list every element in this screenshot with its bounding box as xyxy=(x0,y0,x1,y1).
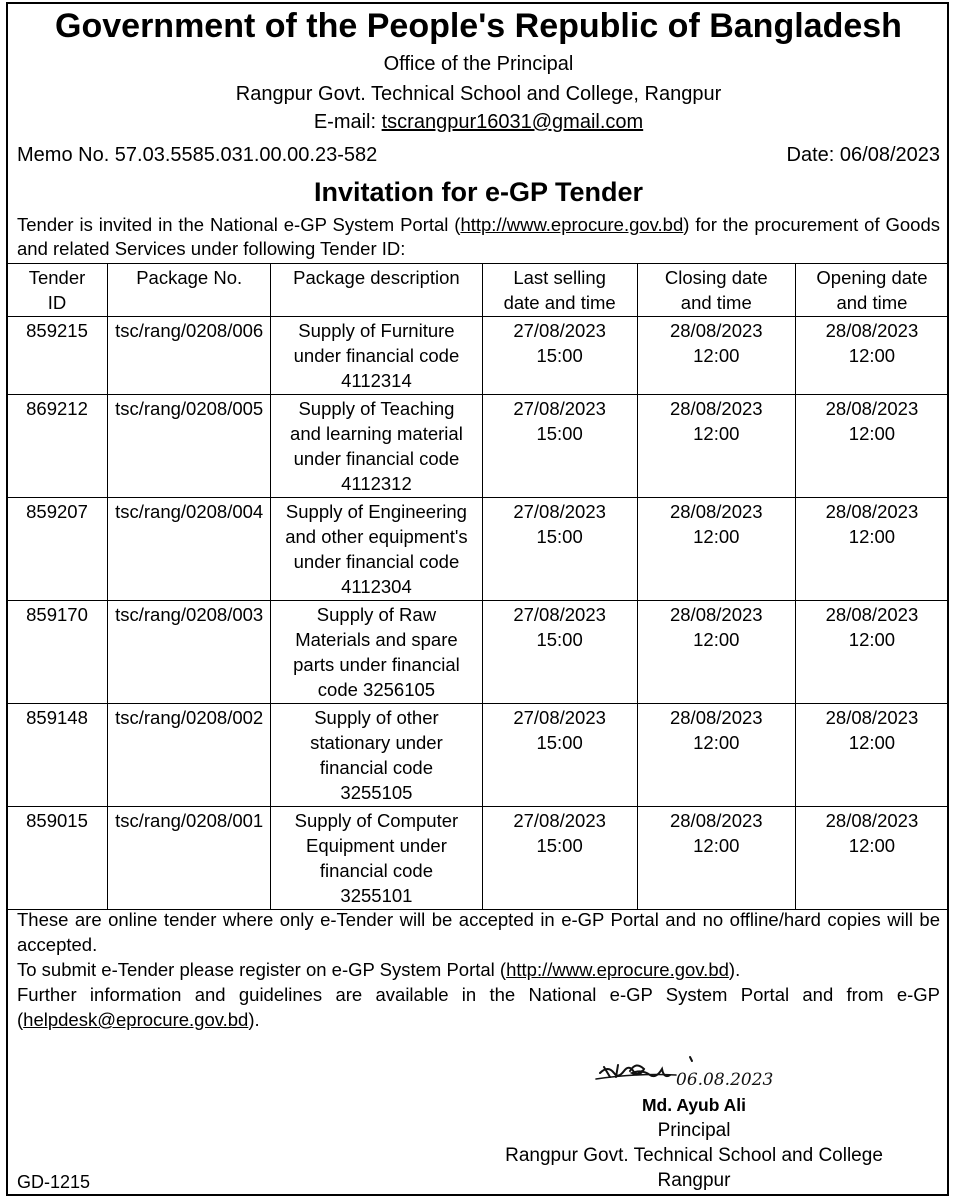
tender-id-cell: 859215 xyxy=(7,317,108,395)
header-opening: Opening date and time xyxy=(795,264,948,317)
email-link[interactable]: tscrangpur16031@gmail.com xyxy=(381,111,644,133)
tender-id-cell: 869212 xyxy=(7,395,108,498)
description-cell: Supply of Engineering and other equipment's under financial code 4112304 xyxy=(271,498,482,601)
email-label: E-mail: xyxy=(313,111,382,133)
handwritten-signature xyxy=(590,1045,810,1095)
header-last-selling: Last selling date and time xyxy=(482,264,637,317)
opening-cell: 28/08/2023 12:00 xyxy=(795,704,948,807)
last-selling-cell: 27/08/2023 15:00 xyxy=(482,807,637,910)
memo-date: Date: 06/08/2023 xyxy=(786,144,940,166)
notice-heading: Invitation for e-GP Tender xyxy=(313,177,644,207)
closing-cell: 28/08/2023 12:00 xyxy=(637,317,795,395)
tender-id-cell: 859170 xyxy=(7,601,108,704)
intro-text-before: Tender is invited in the National e-GP System Portal ( xyxy=(17,214,461,235)
last-selling-cell: 27/08/2023 15:00 xyxy=(482,395,637,498)
table-row xyxy=(7,498,949,601)
signature-date: 06.08.2023 xyxy=(676,1070,774,1090)
package-no-cell: tsc/rang/0208/001 xyxy=(108,807,271,910)
description-cell: Supply of Computer Equipment under financial code 3255101 xyxy=(271,807,482,910)
intro-text-after: ) for the procurement of Goods and related Services under following Tender ID: xyxy=(17,214,940,259)
opening-cell: 28/08/2023 12:00 xyxy=(795,317,948,395)
note-online-tender: These are online tender where only e-Tender will be accepted in e-GP Portal and no offline/hard copies will be accepted. xyxy=(17,909,940,955)
table-row xyxy=(7,704,949,807)
opening-cell: 28/08/2023 12:00 xyxy=(795,395,948,498)
closing-cell: 28/08/2023 12:00 xyxy=(637,807,795,910)
opening-cell: 28/08/2023 12:00 xyxy=(795,807,948,910)
tender-id-cell: 859015 xyxy=(7,807,108,910)
package-no-cell: tsc/rang/0208/002 xyxy=(108,704,271,807)
tender-table xyxy=(6,263,949,910)
closing-cell: 28/08/2023 12:00 xyxy=(637,498,795,601)
office-line: Office of the Principal xyxy=(383,53,574,75)
last-selling-cell: 27/08/2023 15:00 xyxy=(482,704,637,807)
closing-cell: 28/08/2023 12:00 xyxy=(637,395,795,498)
note-register: To submit e-Tender please register on e-GP System Portal (http://www.eprocure.gov.bd). xyxy=(17,959,741,980)
last-selling-cell: 27/08/2023 15:00 xyxy=(482,601,637,704)
eprocure-link[interactable]: http://www.eprocure.gov.bd xyxy=(460,214,684,235)
description-cell: Supply of Teaching and learning material under financial code 4112312 xyxy=(271,395,482,498)
opening-cell: 28/08/2023 12:00 xyxy=(795,601,948,704)
register-link[interactable]: http://www.eprocure.gov.bd xyxy=(506,959,729,980)
table-header-row xyxy=(7,264,949,317)
note-further-info: Further information and guidelines are available in the National e-GP System Portal and from e-GP (helpdesk@eprocure.gov.bd). xyxy=(17,984,940,1030)
institution-line: Rangpur Govt. Technical School and College, Rangpur xyxy=(235,83,722,105)
package-no-cell: tsc/rang/0208/006 xyxy=(108,317,271,395)
description-cell: Supply of Raw Materials and spare parts under financial code 3256105 xyxy=(271,601,482,704)
government-title: Government of the People's Republic of Bangladesh xyxy=(55,7,902,45)
intro-paragraph xyxy=(17,213,940,261)
table-row xyxy=(7,395,949,498)
notes-section xyxy=(17,907,940,1032)
closing-cell: 28/08/2023 12:00 xyxy=(637,704,795,807)
tender-id-cell: 859207 xyxy=(7,498,108,601)
gd-code: GD-1215 xyxy=(17,1172,91,1192)
table-row xyxy=(7,807,949,910)
signatory-block xyxy=(500,1093,888,1193)
last-selling-cell: 27/08/2023 15:00 xyxy=(482,317,637,395)
header-package-no: Package No. xyxy=(108,264,271,317)
description-cell: Supply of Furniture under financial code 4112314 xyxy=(271,317,482,395)
memo-number: Memo No. 57.03.5585.031.00.00.23-582 xyxy=(17,144,378,166)
signatory-name: Md. Ayub Ali xyxy=(641,1095,747,1115)
description-cell: Supply of other stationary under financial code 3255105 xyxy=(271,704,482,807)
closing-cell: 28/08/2023 12:00 xyxy=(637,601,795,704)
helpdesk-email-link[interactable]: helpdesk@eprocure.gov.bd xyxy=(23,1009,249,1030)
table-row xyxy=(7,601,949,704)
last-selling-cell: 27/08/2023 15:00 xyxy=(482,498,637,601)
package-no-cell: tsc/rang/0208/004 xyxy=(108,498,271,601)
opening-cell: 28/08/2023 12:00 xyxy=(795,498,948,601)
package-no-cell: tsc/rang/0208/005 xyxy=(108,395,271,498)
signatory-place: Rangpur xyxy=(657,1170,731,1191)
signatory-title: Principal xyxy=(657,1120,731,1141)
table-row xyxy=(7,317,949,395)
tender-id-cell: 859148 xyxy=(7,704,108,807)
email-line xyxy=(0,110,957,134)
header-tender-id: Tender ID xyxy=(7,264,108,317)
package-no-cell: tsc/rang/0208/003 xyxy=(108,601,271,704)
header-package-description: Package description xyxy=(271,264,482,317)
signatory-institution: Rangpur Govt. Technical School and College xyxy=(505,1145,883,1166)
header-closing: Closing date and time xyxy=(637,264,795,317)
